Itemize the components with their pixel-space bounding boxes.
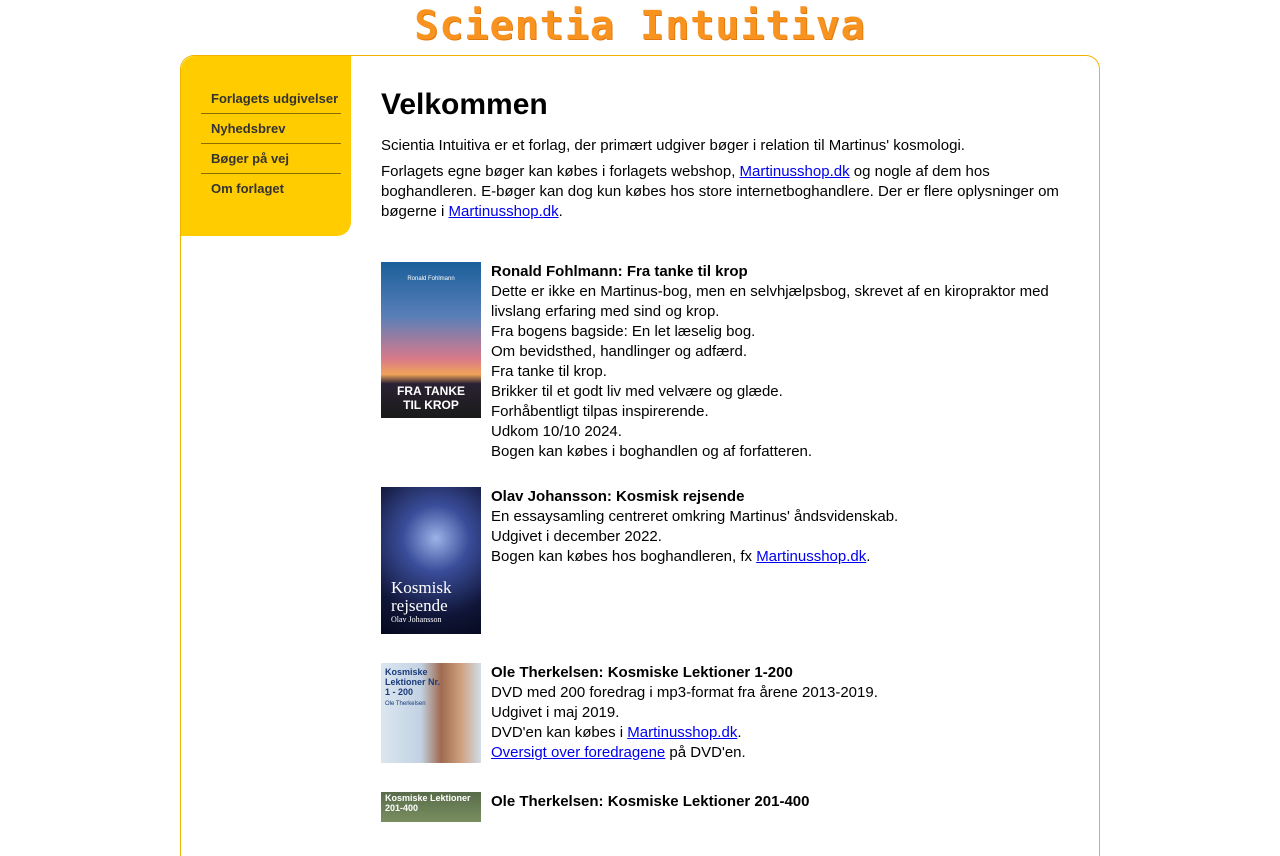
cover-title: Kosmiske Lektioner 201-400 — [385, 793, 471, 813]
book-cover-image[interactable] — [381, 487, 481, 634]
webshop-text-mid: og nogle af dem hos boghandleren. E-bøger kan dog kun købes hos store internetboghandlere. Der er flere oplysninger om bøgerne i — [381, 163, 1059, 220]
book-line: Forhåbentligt tilpas inspirerende. — [491, 403, 709, 420]
page-title: Velkommen — [381, 88, 548, 121]
nav-item-udgivelser[interactable]: Forlagets udgivelser — [201, 90, 341, 114]
webshop-paragraph — [381, 162, 1071, 222]
book-buy-line — [491, 547, 1071, 567]
book-buy-line — [491, 723, 1071, 743]
overview-text-post: på DVD'en. — [665, 744, 746, 761]
cover-author: Ole Therkelsen — [385, 701, 426, 707]
nav-item-om-forlaget[interactable]: Om forlaget — [211, 181, 284, 196]
book-description — [491, 487, 1071, 567]
cover-title: Kosmiske Lektioner Nr. 1 - 200 — [385, 667, 441, 697]
buy-text-post: . — [866, 548, 871, 565]
book-description — [491, 663, 1071, 763]
overview-line — [491, 743, 1071, 763]
book-cover-image[interactable] — [381, 663, 481, 763]
buy-text: DVD'en kan købes i — [491, 724, 628, 741]
site-logo[interactable]: Scientia Intuitiva — [414, 3, 866, 49]
martinusshop-link[interactable]: Martinusshop.dk — [627, 724, 738, 741]
martinusshop-link[interactable]: Martinusshop.dk — [448, 203, 559, 220]
lecture-overview-link[interactable]: Oversigt over foredragene — [491, 744, 666, 761]
book-line: Fra tanke til krop. — [491, 363, 607, 380]
book-line: Bogen kan købes i boghandlen og af forfatteren. — [491, 443, 813, 460]
book-line: Udgivet i december 2022. — [491, 528, 662, 545]
book-line: Fra bogens bagside: En let læselig bog. — [491, 323, 756, 340]
cover-author: Olav Johansson — [391, 615, 442, 624]
cover-author: Ronald Fohlmann — [407, 276, 455, 282]
book-title: Ole Therkelsen: Kosmiske Lektioner 1-200 — [491, 664, 793, 681]
sidebar — [181, 56, 351, 236]
intro-paragraph: Scientia Intuitiva er et forlag, der primært udgiver bøger i relation til Martinus' kosmologi. — [381, 137, 965, 154]
book-title: Ole Therkelsen: Kosmiske Lektioner 201-400 — [491, 793, 810, 810]
nav-item-boeger-paa-vej[interactable]: Bøger på vej — [201, 150, 341, 174]
book-entry — [381, 262, 1071, 487]
book-line: Om bevidsthed, handlinger og adfærd. — [491, 343, 747, 360]
nav-item-nyhedsbrev[interactable]: Nyhedsbrev — [201, 120, 341, 144]
cover-title: Kosmisk rejsende — [391, 578, 452, 615]
martinusshop-link[interactable]: Martinusshop.dk — [739, 163, 850, 180]
book-cover-image[interactable] — [381, 792, 481, 822]
book-entry — [381, 792, 1071, 852]
book-cover-image[interactable] — [381, 262, 481, 418]
page-frame — [180, 55, 1100, 856]
book-title: Olav Johansson: Kosmisk rejsende — [491, 488, 745, 505]
buy-text: Bogen kan købes hos boghandleren, fx — [491, 548, 757, 565]
book-entry — [381, 487, 1071, 663]
book-description — [491, 792, 1071, 812]
book-title: Ronald Fohlmann: Fra tanke til krop — [491, 263, 748, 280]
book-entry — [381, 663, 1071, 792]
buy-text-post: . — [737, 724, 742, 741]
cover-title: FRA TANKE TIL KROP — [397, 384, 465, 412]
webshop-text-pre: Forlagets egne bøger kan købes i forlagets webshop, — [381, 163, 740, 180]
book-line: Brikker til et godt liv med velvære og glæde. — [491, 383, 783, 400]
sidebar-nav — [201, 90, 341, 209]
book-line: DVD med 200 foredrag i mp3-format fra årene 2013-2019. — [491, 684, 878, 701]
book-line: Udkom 10/10 2024. — [491, 423, 622, 440]
martinusshop-link[interactable]: Martinusshop.dk — [756, 548, 867, 565]
webshop-text-post: . — [558, 203, 563, 220]
book-line: Dette er ikke en Martinus-bog, men en selvhjælpsbog, skrevet af en kiropraktor med livslang erfaring med sind og krop. — [491, 283, 1049, 320]
book-description — [491, 262, 1071, 462]
logo-container — [0, 3, 1280, 49]
book-line: En essaysamling centreret omkring Martinus' åndsvidenskab. — [491, 508, 899, 525]
book-line: Udgivet i maj 2019. — [491, 704, 620, 721]
main-content — [381, 86, 1071, 852]
